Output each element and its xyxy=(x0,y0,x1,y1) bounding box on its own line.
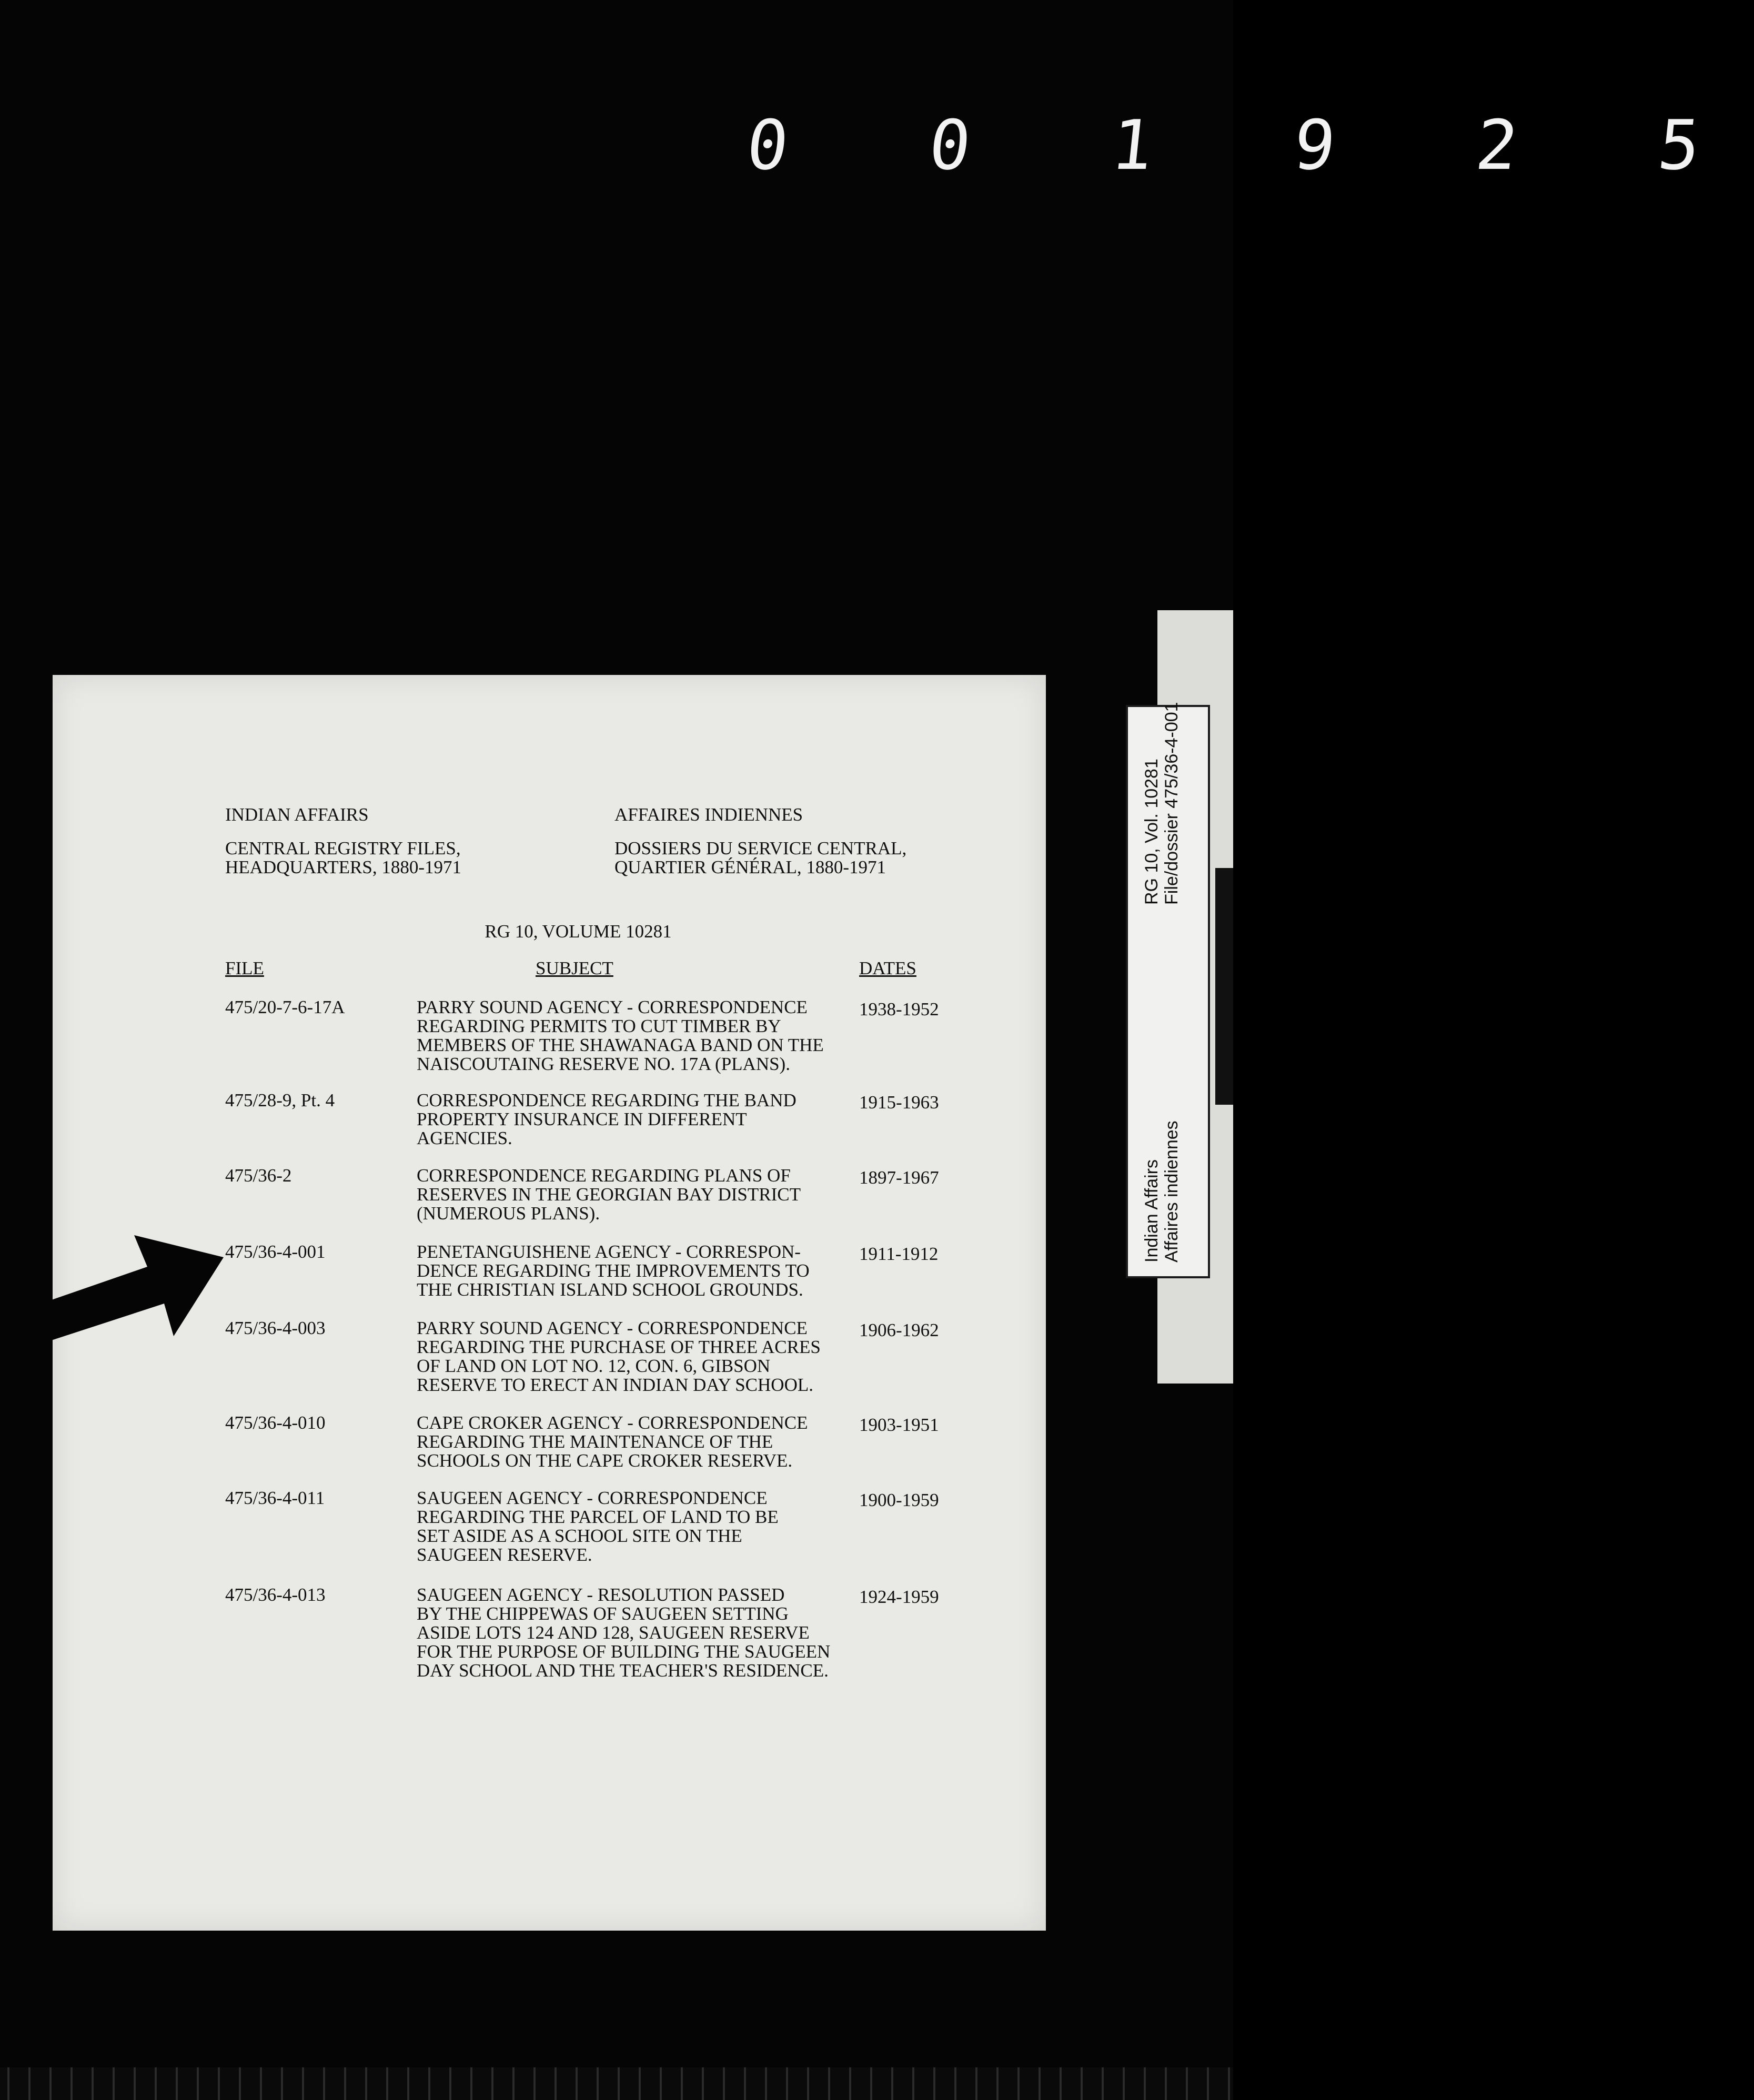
column-header-dates: DATES xyxy=(859,958,916,978)
header-english-line1: CENTRAL REGISTRY FILES, xyxy=(225,838,461,859)
header-french-line2: QUARTIER GÉNÉRAL, 1880-1971 xyxy=(614,857,886,877)
side-label-line3: RG 10, Vol. 10281 xyxy=(1142,759,1162,905)
header-french-title: AFFAIRES INDIENNES xyxy=(614,804,803,825)
header-french xyxy=(614,805,906,877)
row-dates: 1938-1952 xyxy=(859,999,939,1019)
row-subject: CORRESPONDENCE REGARDING THE BAND PROPERTY INSURANCE IN DIFFERENT AGENCIES. xyxy=(417,1090,797,1148)
row-subject: CAPE CROKER AGENCY - CORRESPONDENCE REGARDING THE MAINTENANCE OF THE SCHOOLS ON THE CAPE CROKER RESERVE. xyxy=(417,1412,808,1471)
row-dates: 1906-1962 xyxy=(859,1320,939,1340)
row-dates: 1911-1912 xyxy=(859,1244,939,1264)
side-label-line2: Affaires indiennes xyxy=(1162,1120,1182,1263)
column-header-file: FILE xyxy=(225,958,264,978)
arrow-icon xyxy=(0,1226,242,1352)
archives-stamp xyxy=(1215,868,1233,1105)
side-label-line1: Indian Affairs xyxy=(1142,1159,1162,1263)
side-label-agency xyxy=(1142,1120,1182,1263)
header-english xyxy=(225,805,461,877)
film-edge xyxy=(0,2067,1233,2100)
volume-line: RG 10, VOLUME 10281 xyxy=(485,921,672,942)
row-subject: PARRY SOUND AGENCY - CORRESPONDENCE REGARDING PERMITS TO CUT TIMBER BY MEMBERS OF THE SHAWANAGA BAND ON THE NAISCOUTAING RESERVE NO. 17A (PLANS). xyxy=(417,997,824,1074)
row-subject: SAUGEEN AGENCY - RESOLUTION PASSED BY THE CHIPPEWAS OF SAUGEEN SETTING ASIDE LOTS 124 AND 128, SAUGEEN RESERVE FOR THE PURPOSE OF BUILDING THE SAUGEEN DAY SCHOOL AND THE TEACHER'S RESIDENCE. xyxy=(417,1584,831,1681)
row-dates: 1897-1967 xyxy=(859,1167,939,1188)
side-label-reference xyxy=(1142,702,1182,905)
row-subject: CORRESPONDENCE REGARDING PLANS OF RESERVES IN THE GEORGIAN BAY DISTRICT (NUMEROUS PLANS). xyxy=(417,1165,801,1224)
row-file: 475/28-9, Pt. 4 xyxy=(225,1090,335,1110)
row-subject: PARRY SOUND AGENCY - CORRESPONDENCE REGARDING THE PURCHASE OF THREE ACRES OF LAND ON LOT NO. 12, CON. 6, GIBSON RESERVE TO ERECT AN INDIAN DAY SCHOOL. xyxy=(417,1318,821,1395)
row-dates: 1924-1959 xyxy=(859,1587,939,1607)
row-file: 475/20-7-6-17A xyxy=(225,997,345,1017)
frame-number: 0 0 1 9 2 5 xyxy=(743,105,1754,185)
side-label-line4: File/dossier 475/36-4-001 xyxy=(1162,702,1182,905)
row-dates: 1900-1959 xyxy=(859,1490,939,1510)
row-file: 475/36-4-003 xyxy=(225,1318,326,1338)
row-dates: 1903-1951 xyxy=(859,1415,939,1435)
row-file: 475/36-4-013 xyxy=(225,1584,326,1605)
column-header-subject: SUBJECT xyxy=(536,958,613,978)
row-file: 475/36-2 xyxy=(225,1165,292,1186)
row-file: 475/36-4-010 xyxy=(225,1412,326,1433)
header-french-line1: DOSSIERS DU SERVICE CENTRAL, xyxy=(614,838,907,859)
header-english-line2: HEADQUARTERS, 1880-1971 xyxy=(225,857,462,877)
header-english-title: INDIAN AFFAIRS xyxy=(225,804,369,825)
row-dates: 1915-1963 xyxy=(859,1092,939,1113)
row-file: 475/36-4-001 xyxy=(225,1241,326,1262)
row-subject: SAUGEEN AGENCY - CORRESPONDENCE REGARDING THE PARCEL OF LAND TO BE SET ASIDE AS A SCHOOL SITE ON THE SAUGEEN RESERVE. xyxy=(417,1488,779,1565)
row-subject: PENETANGUISHENE AGENCY - CORRESPON- DENCE REGARDING THE IMPROVEMENTS TO THE CHRISTIAN ISLAND SCHOOL GROUNDS. xyxy=(417,1241,810,1300)
row-file: 475/36-4-011 xyxy=(225,1488,325,1508)
